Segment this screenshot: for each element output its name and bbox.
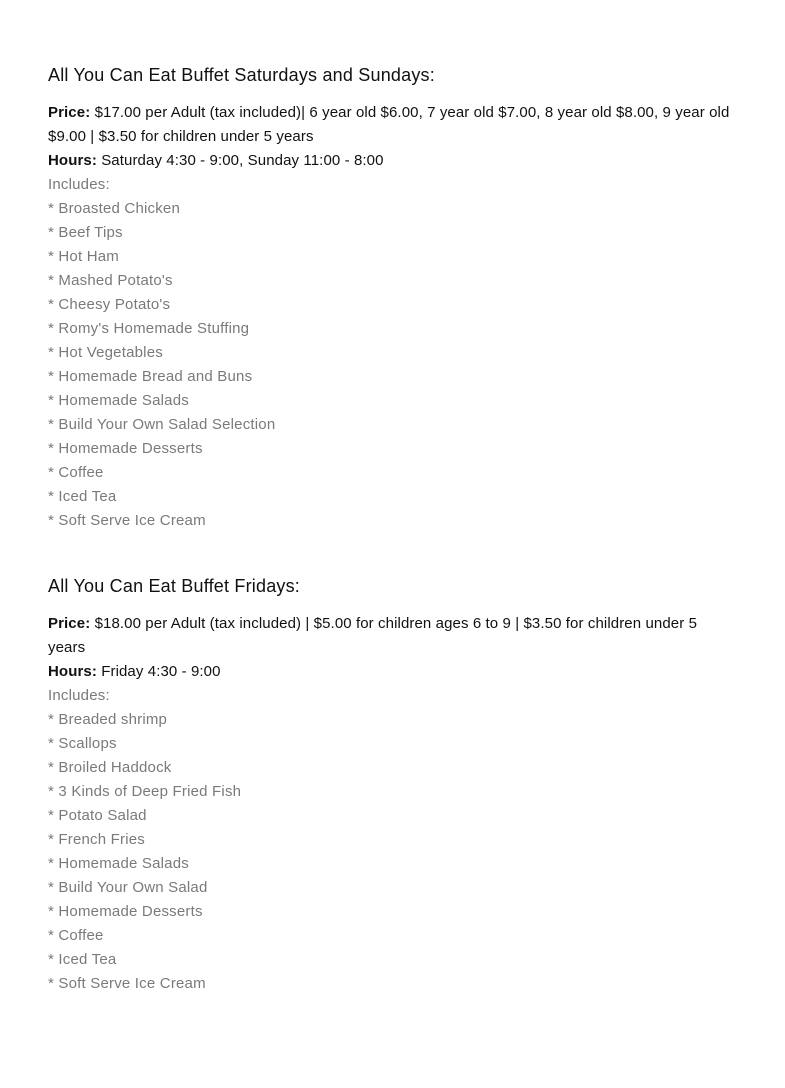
weekend-buffet-section: [48, 63, 738, 533]
list-item: * Breaded shrimp: [48, 711, 168, 728]
weekend-hours-label: Hours:: [48, 152, 97, 169]
friday-price-line: [48, 612, 738, 660]
list-item: * Iced Tea: [48, 951, 117, 968]
weekend-includes-label: Includes:: [48, 176, 110, 193]
weekend-price-label: Price:: [48, 104, 91, 121]
friday-hours-text: Friday 4:30 - 9:00: [96, 663, 221, 680]
weekend-buffet-title: All You Can Eat Buffet Saturdays and Sundays:: [48, 65, 435, 85]
friday-menu-list: [48, 708, 738, 996]
list-item: * Homemade Desserts: [48, 440, 203, 457]
friday-hours-line: [48, 660, 738, 684]
friday-price-label: Price:: [48, 615, 91, 632]
list-item: * French Fries: [48, 831, 145, 848]
list-item: * Mashed Potato's: [48, 272, 173, 289]
weekend-price-text: $17.00 per Adult (tax included)| 6 year old $6.00, 7 year old $7.00, 8 year old $8.00, 9 year old $9.00 | $3.50 for children under 5 years: [48, 104, 730, 145]
list-item: * Soft Serve Ice Cream: [48, 512, 206, 529]
list-item: * Homemade Salads: [48, 392, 189, 409]
friday-price-text: $18.00 per Adult (tax included) | $5.00 for children ages 6 to 9 | $3.50 for children under 5 years: [48, 615, 698, 656]
list-item: * Homemade Salads: [48, 855, 189, 872]
list-item: * Romy's Homemade Stuffing: [48, 320, 250, 337]
weekend-hours-text: Saturday 4:30 - 9:00, Sunday 11:00 - 8:00: [96, 152, 384, 169]
weekend-menu-list: [48, 197, 738, 533]
list-item: * Coffee: [48, 464, 104, 481]
list-item: * Beef Tips: [48, 224, 123, 241]
friday-includes-label: Includes:: [48, 687, 110, 704]
list-item: * Homemade Bread and Buns: [48, 368, 253, 385]
list-item: * Broasted Chicken: [48, 200, 181, 217]
list-item: * Hot Vegetables: [48, 344, 163, 361]
list-item: * Iced Tea: [48, 488, 117, 505]
list-item: * Coffee: [48, 927, 104, 944]
list-item: * Homemade Desserts: [48, 903, 203, 920]
list-item: * 3 Kinds of Deep Fried Fish: [48, 783, 242, 800]
list-item: * Soft Serve Ice Cream: [48, 975, 206, 992]
weekend-price-line: [48, 101, 738, 149]
list-item: * Cheesy Potato's: [48, 296, 171, 313]
friday-hours-label: Hours:: [48, 663, 97, 680]
friday-buffet-section: [48, 574, 738, 996]
list-item: * Build Your Own Salad: [48, 879, 208, 896]
friday-buffet-title: All You Can Eat Buffet Fridays:: [48, 576, 301, 596]
weekend-hours-line: [48, 149, 738, 173]
list-item: * Potato Salad: [48, 807, 147, 824]
list-item: * Build Your Own Salad Selection: [48, 416, 276, 433]
list-item: * Broiled Haddock: [48, 759, 172, 776]
list-item: * Scallops: [48, 735, 117, 752]
list-item: * Hot Ham: [48, 248, 119, 265]
